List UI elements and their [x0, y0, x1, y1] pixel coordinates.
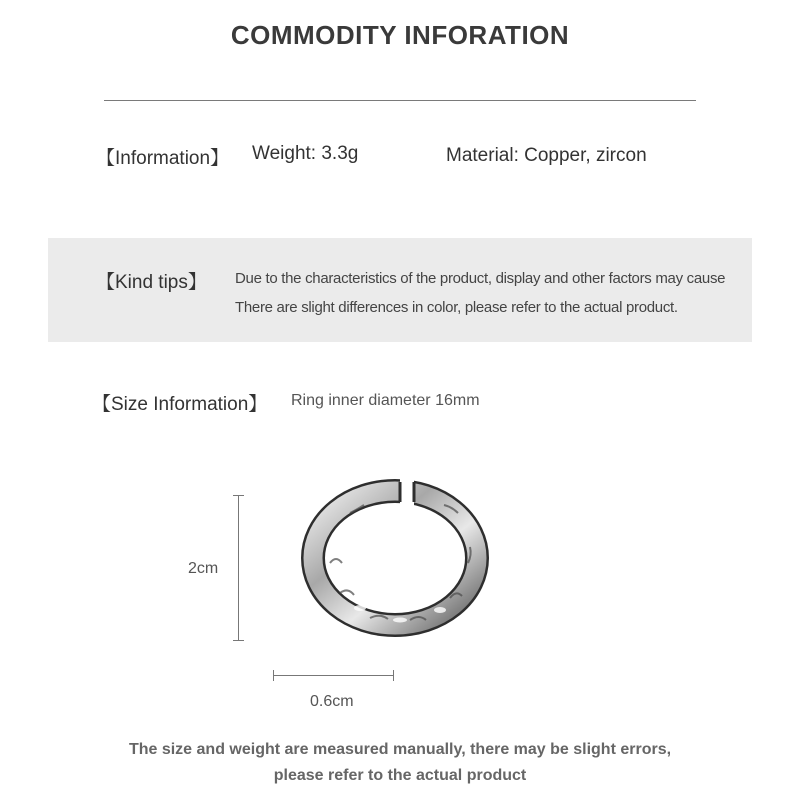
size-information-label: 【Size Information】 [92, 394, 268, 415]
kind-tips-line-1: Due to the characteristics of the product, display and other factors may cause [235, 270, 726, 287]
footer-note-line-1: The size and weight are measured manually, there may be slight errors, [128, 741, 672, 758]
height-dimension-cap-top [233, 495, 244, 496]
width-dimension-line [273, 675, 394, 676]
kind-tips-line-2: There are slight differences in color, please refer to the actual product. [235, 299, 678, 316]
height-dimension-label: 2cm [188, 560, 219, 577]
width-dimension-cap-left [273, 670, 274, 681]
height-dimension-cap-bottom [233, 640, 244, 641]
divider [104, 100, 696, 101]
size-information-text: Ring inner diameter 16mm [291, 392, 480, 409]
kind-tips-label: 【Kind tips】 [96, 272, 207, 293]
width-dimension-cap-right [393, 670, 394, 681]
width-dimension-label: 0.6cm [310, 693, 354, 710]
information-label: 【Information】 [96, 148, 230, 169]
footer-note-line-2: please refer to the actual product [273, 767, 527, 784]
page-title: COMMODITY INFORATION [230, 20, 570, 50]
ring-product-image [300, 468, 500, 638]
weight-value: Weight: 3.3g [252, 143, 359, 164]
height-dimension-line [238, 495, 239, 641]
material-value: Material: Copper, zircon [446, 145, 647, 166]
